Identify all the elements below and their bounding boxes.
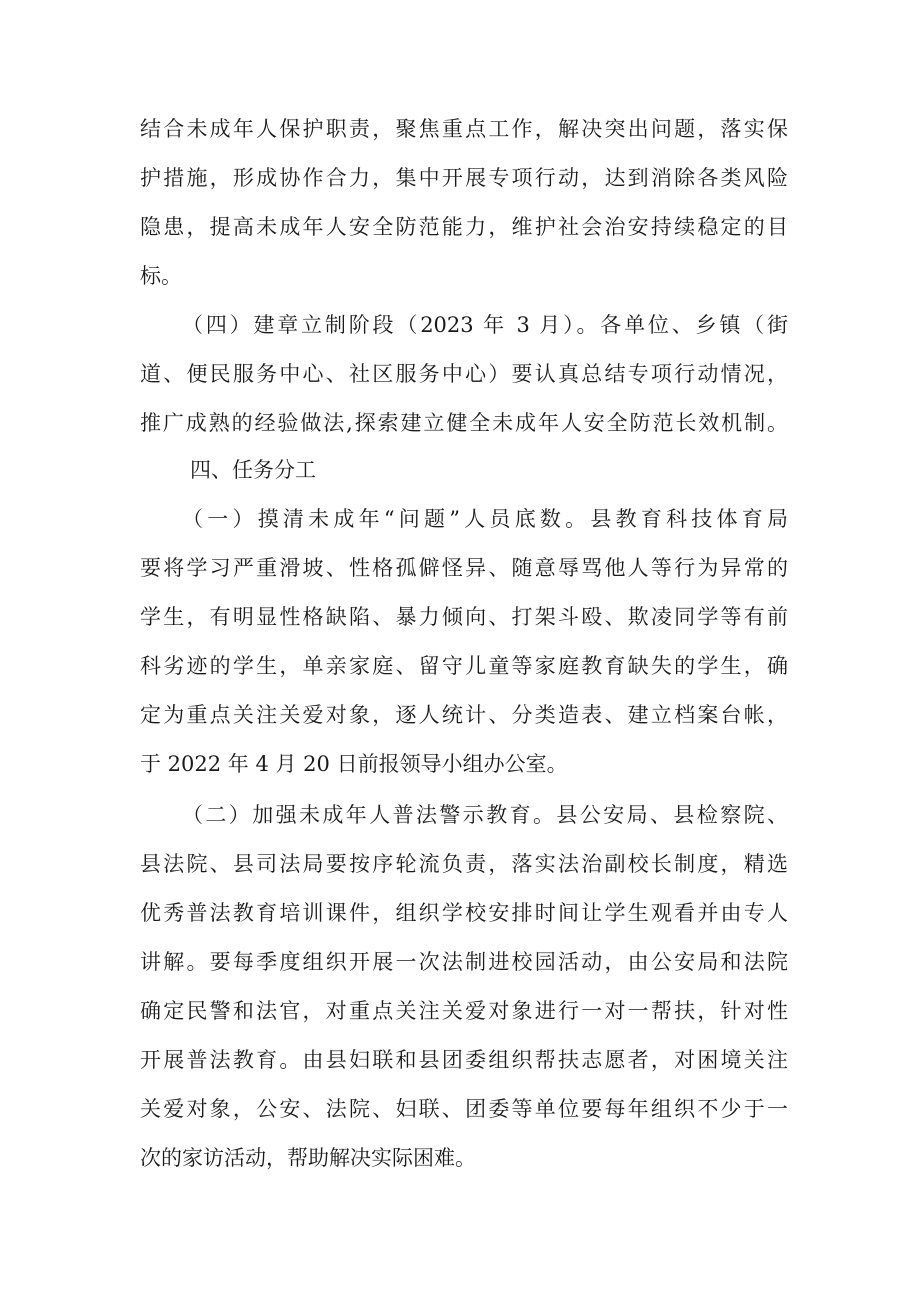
paragraph-line: 开展普法教育。由县妇联和县团委组织帮扶志愿者，对困境关注 xyxy=(140,1048,788,1072)
paragraph-line: 要将学习严重滑坡、性格孤僻怪异、随意辱骂他人等行为异常的 xyxy=(140,556,788,580)
paragraph-line: 推广成熟的经验做法,探索建立健全未成年人安全防范长效机制。 xyxy=(140,411,788,435)
paragraph-line: （二）加强未成年人普法警示教育。县公安局、县检察院、 xyxy=(182,803,788,827)
paragraph-line: 科劣迹的学生，单亲家庭、留守儿童等家庭教育缺失的学生，确 xyxy=(140,654,788,678)
paragraph-line: 道、便民服务中心、社区服务中心）要认真总结专项行动情况， xyxy=(140,362,788,386)
paragraph-line: （四）建章立制阶段（2023 年 3 月）。各单位、乡镇（街 xyxy=(182,313,788,337)
paragraph-line: 标。 xyxy=(140,264,182,288)
paragraph-line: 隐患，提高未成年人安全防范能力，维护社会治安持续稳定的目 xyxy=(140,215,788,239)
paragraph-line: 结合未成年人保护职责，聚焦重点工作，解决突出问题，落实保 xyxy=(140,117,788,141)
paragraph-line: 于 2022 年 4 月 20 日前报领导小组办公室。 xyxy=(140,752,568,776)
paragraph-line: 确定民警和法官，对重点关注关爱对象进行一对一帮扶，针对性 xyxy=(140,999,788,1023)
paragraph-line: 讲解。要每季度组织开展一次法制进校园活动，由公安局和法院 xyxy=(140,950,788,974)
paragraph-line: （一）摸清未成年“问题”人员底数。县教育科技体育局 xyxy=(182,507,788,531)
section-heading: 四、任务分工 xyxy=(190,458,316,482)
paragraph-line: 学生，有明显性格缺陷、暴力倾向、打架斗殴、欺凌同学等有前 xyxy=(140,605,788,629)
paragraph-line: 护措施，形成协作合力，集中开展专项行动，达到消除各类风险 xyxy=(140,166,788,190)
paragraph-line: 次的家访活动，帮助解决实际困难。 xyxy=(140,1146,476,1170)
paragraph-line: 优秀普法教育培训课件，组织学校安排时间让学生观看并由专人 xyxy=(140,901,788,925)
paragraph-line: 县法院、县司法局要按序轮流负责，落实法治副校长制度，精选 xyxy=(140,852,788,876)
paragraph-line: 关爱对象，公安、法院、妇联、团委等单位要每年组织不少于一 xyxy=(140,1097,788,1121)
paragraph-line: 定为重点关注关爱对象，逐人统计、分类造表、建立档案台帐， xyxy=(140,703,788,727)
